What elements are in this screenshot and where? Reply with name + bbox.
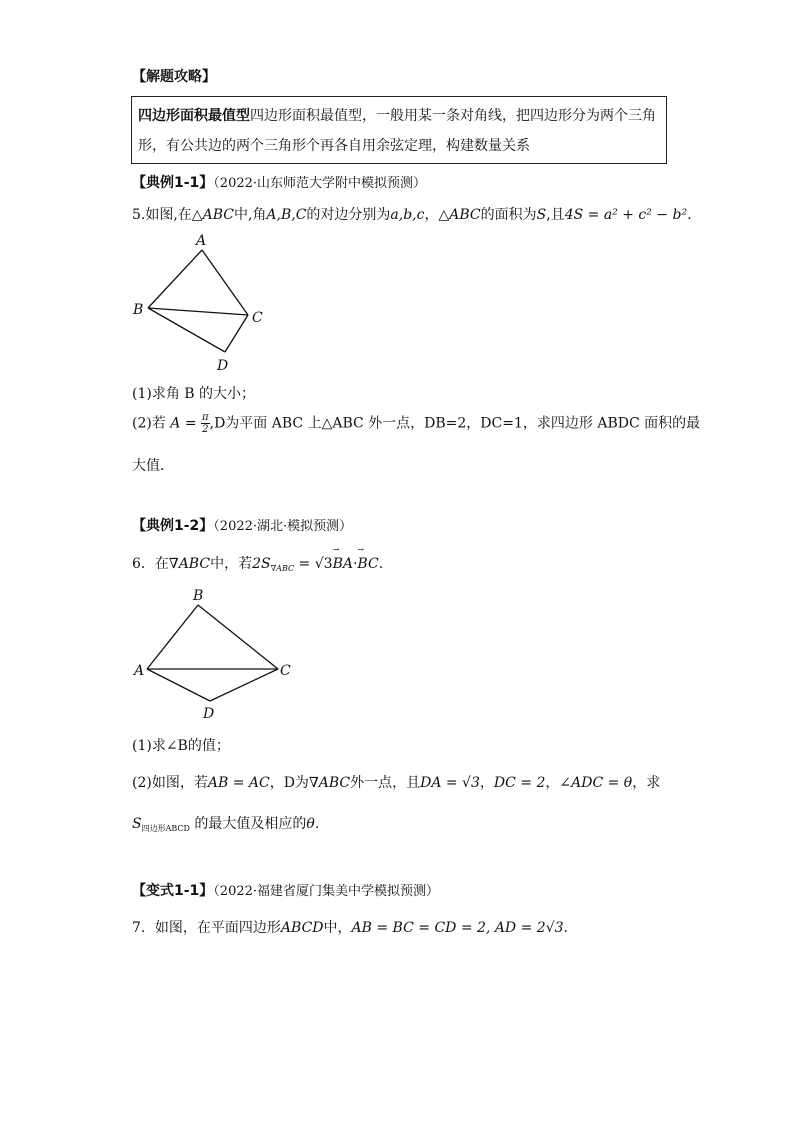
strategy-box <box>131 96 667 164</box>
variant-1-1-source: （2022·福建省厦门集美中学模拟预测） <box>213 884 440 899</box>
stem-text: . <box>378 556 384 572</box>
sides: a,b,c <box>390 207 425 223</box>
vertex-label-c: C <box>280 663 291 679</box>
q2-text: ，D为 <box>269 775 309 791</box>
figure-2-quadrilateral <box>130 585 300 725</box>
variant-1-1-header <box>132 880 439 900</box>
stem-text: 7．如图，在平面四边形 <box>132 920 281 936</box>
edge-cd <box>225 315 248 352</box>
variant-1-1-label: 【变式1-1】 <box>132 883 214 899</box>
edge-bc <box>198 605 278 669</box>
triangle-name: ABC <box>202 207 234 223</box>
vertex-label-b: B <box>133 302 144 318</box>
example-1-1-label: 【典例1-1】 <box>132 175 214 191</box>
example-1-2-q2-cont <box>132 813 319 834</box>
edge-ab <box>148 250 202 308</box>
vertex-label-a: A <box>134 663 145 679</box>
figure-1-quadrilateral <box>130 230 280 375</box>
stem-text: 的面积为 <box>480 207 537 223</box>
equals-sqrt3: = √3 <box>298 556 333 572</box>
example-1-2-label: 【典例1-2】 <box>132 518 214 534</box>
example-1-1-stem <box>132 204 692 224</box>
area-symbol: S <box>132 816 142 832</box>
stem-text: . <box>687 207 692 223</box>
stem-text: 中，若 <box>210 556 253 572</box>
side-lengths: AB = BC = CD = 2, AD = 2√3 <box>351 920 564 936</box>
stem-text: ,且 <box>546 207 565 223</box>
quad-name: ABCD <box>280 920 324 936</box>
triangle-name: ∇ABC <box>308 775 351 791</box>
stem-text: 中,角 <box>233 207 267 223</box>
angle-a: A = <box>170 415 197 432</box>
example-1-1-q2 <box>132 412 700 435</box>
example-1-2-source: （2022·湖北·模拟预测） <box>213 519 353 534</box>
dot-operator: · <box>352 556 358 572</box>
ab-equals-ac: AB = AC <box>207 775 270 791</box>
theta: θ. <box>306 816 320 832</box>
edge-bd <box>148 308 225 352</box>
stem-text: ，△ <box>424 207 450 223</box>
fraction-denominator: 2 <box>202 424 209 435</box>
vector-bc: → BC <box>357 556 378 572</box>
vertex-label-b: B <box>193 588 204 604</box>
example-1-2-q1: (1)求∠B的值； <box>132 738 230 754</box>
example-1-1-q1: (1)求角 B 的大小； <box>132 386 256 402</box>
q2-text: ， <box>545 775 560 791</box>
q2-text: ，求 <box>632 775 661 791</box>
example-1-2-header <box>132 515 352 535</box>
q2-text: 外一点，且 <box>350 775 421 791</box>
vertex-label-d: D <box>203 706 215 722</box>
vertex-label-a: A <box>196 233 207 249</box>
angles: A,B,C <box>266 207 307 223</box>
edge-cd <box>210 669 278 701</box>
edge-bc <box>148 308 248 315</box>
area-formula: 4S = a² + c² − b² <box>564 207 688 223</box>
q2-text: 的最大值及相应的 <box>194 816 307 832</box>
fraction-numerator: π <box>202 412 209 423</box>
strategy-heading: 【解题攻略】 <box>132 69 216 85</box>
pi-over-2-fraction <box>201 412 210 435</box>
variant-1-1-stem <box>132 917 568 937</box>
example-1-1-header <box>132 172 426 192</box>
edge-ab <box>147 605 198 669</box>
area-symbol: 2S <box>252 556 271 572</box>
stem-text: 6．在 <box>132 556 169 572</box>
stem-text: 的对边分别为 <box>306 207 391 223</box>
q2-text: (2)若 <box>132 415 166 432</box>
edge-ac <box>202 250 248 315</box>
angle-adc: ∠ADC = θ <box>559 775 633 791</box>
vector-ba: → BA <box>333 556 353 572</box>
example-1-2-q2 <box>132 772 660 792</box>
dc-value: DC = 2 <box>493 775 546 791</box>
area-subscript: ∇ABC <box>270 564 295 573</box>
example-1-1-q2-cont: 大值． <box>132 458 174 474</box>
vertex-label-d: D <box>217 358 229 374</box>
example-1-1-source: （2022·山东师范大学附中模拟预测） <box>213 176 427 191</box>
edge-ad <box>147 669 210 701</box>
triangle-name: ∇ABC <box>168 556 211 572</box>
area-subscript: 四边形ABCD <box>141 824 190 833</box>
area-symbol: S <box>536 207 547 223</box>
q2-text: ,D为平面 ABC 上△ABC 外一点，DB=2，DC=1，求四边形 ABDC 面积的最 <box>209 415 701 432</box>
q2-text: (2)如图，若 <box>132 775 208 791</box>
q2-text: ， <box>479 775 494 791</box>
triangle-name: ABC <box>449 207 481 223</box>
da-value: DA = √3 <box>420 775 480 791</box>
strategy-box-bold: 四边形面积最值型 <box>138 108 250 124</box>
vertex-label-c: C <box>252 310 263 326</box>
stem-text: 5.如图,在△ <box>132 207 203 223</box>
stem-text: 中， <box>323 920 352 936</box>
stem-text: . <box>563 920 568 936</box>
strategy-box-text: 四边形面积最值型，一般用某一条对角线，把四边形分为两个三角形，有公共边的两个三角形个再各自用余弦定理，构建数量关系 <box>138 108 656 154</box>
example-1-2-stem <box>132 553 383 573</box>
